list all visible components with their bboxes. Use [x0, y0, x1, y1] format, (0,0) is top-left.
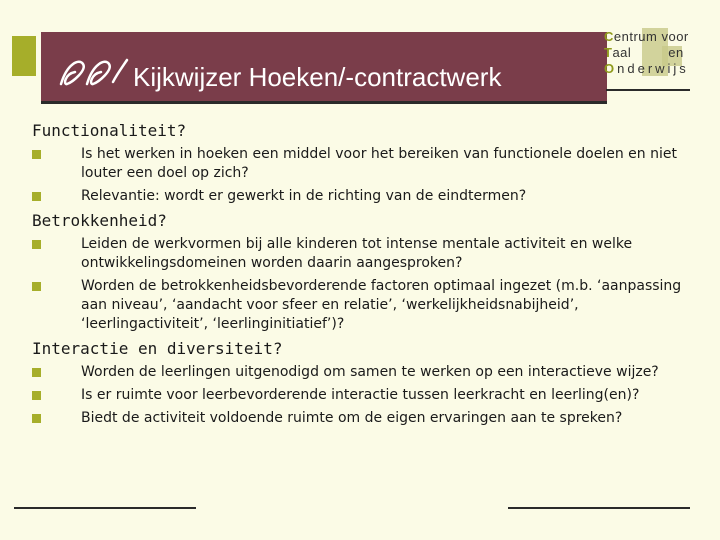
footer-divider-left — [14, 507, 196, 509]
ornament-icon — [57, 54, 129, 90]
logo-line: Centrum voor — [604, 29, 689, 44]
logo-line: Onderwijs — [604, 61, 689, 76]
list-item — [32, 235, 702, 273]
title-underline — [606, 89, 690, 91]
square-bullet-icon — [32, 192, 41, 201]
list-item-text: Biedt de activiteit voldoende ruimte om de eigen ervaringen aan te spreken? — [81, 410, 623, 426]
cto-logo — [604, 24, 710, 80]
list-item — [32, 277, 702, 334]
list-item-text: Relevantie: wordt er gewerkt in de richting van de eindtermen? — [81, 188, 527, 204]
footer-divider-right — [508, 507, 690, 509]
list-item-text: Is er ruimte voor leerbevorderende interactie tussen leerkracht en leerling(en)? — [81, 387, 640, 403]
square-bullet-icon — [32, 150, 41, 159]
section-heading: Betrokkenheid? — [32, 211, 167, 230]
list-item — [32, 386, 702, 405]
section-heading: Interactie en diversiteit? — [32, 339, 283, 358]
title-banner — [41, 32, 607, 104]
accent-bar — [12, 36, 36, 76]
list-item-text: Worden de leerlingen uitgenodigd om samen te werken op een interactieve wijze? — [81, 364, 659, 380]
list-item-text: Worden de betrokkenheidsbevorderende factoren optimaal ingezet (m.b. ‘aanpassing aan niveau’, ‘aandacht voor sfeer en relatie’, ‘werkelijkheidsnabijheid’, ‘leerlingactiviteit’, ‘leerlinginitiatief’)? — [81, 278, 682, 332]
list-item-text: Is het werken in hoeken een middel voor het bereiken van functionele doelen en niet louter een doel op zich? — [81, 146, 677, 181]
square-bullet-icon — [32, 414, 41, 423]
section-heading: Functionaliteit? — [32, 121, 187, 140]
list-item — [32, 187, 702, 206]
list-item-text: Leiden de werkvormen bij alle kinderen tot intense mentale activiteit en welke ontwikkelingsdomeinen worden daarin aangesproken? — [81, 236, 633, 271]
square-bullet-icon — [32, 282, 41, 291]
page-title: Kijkwijzer Hoeken/-contractwerk — [133, 62, 502, 92]
logo-line: Taal en — [604, 45, 684, 60]
list-item — [32, 409, 702, 428]
list-item — [32, 145, 702, 183]
square-bullet-icon — [32, 240, 41, 249]
square-bullet-icon — [32, 391, 41, 400]
content-area — [32, 120, 702, 432]
list-item — [32, 363, 702, 382]
square-bullet-icon — [32, 368, 41, 377]
